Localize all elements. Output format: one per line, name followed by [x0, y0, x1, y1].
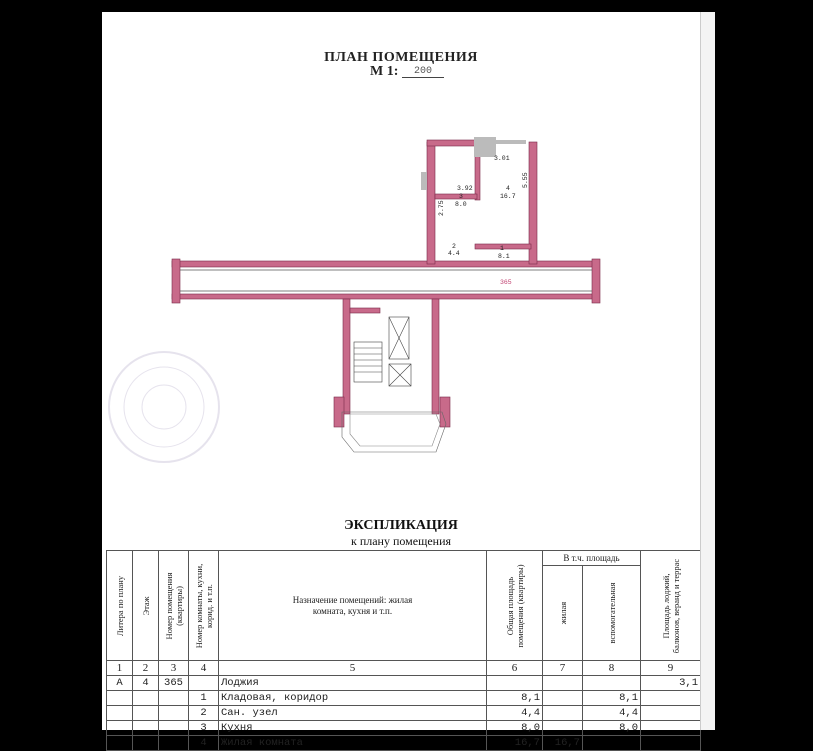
- room4-number: 4: [506, 185, 510, 192]
- header-floor: Этаж: [133, 551, 159, 661]
- page-edge: [700, 12, 715, 730]
- room4-dim-b: 5.55: [522, 172, 529, 188]
- header-total-area: Общая площадь помещения (квартиры): [487, 551, 543, 661]
- stamp-seal: [109, 352, 219, 462]
- document-sheet: [102, 12, 700, 749]
- page-title: ПЛАН ПОМЕЩЕНИЯ: [324, 50, 478, 65]
- header-living: жилая: [543, 566, 583, 661]
- room1-number: 1: [500, 245, 504, 252]
- room1-area: 8.1: [498, 253, 510, 260]
- room3-area: 8.0: [455, 201, 467, 208]
- explication-table: [106, 550, 701, 751]
- corridor-walls: [172, 259, 600, 303]
- room3-dim-b: 2.75: [438, 200, 445, 216]
- room2-area: 4.4: [448, 250, 460, 257]
- floor-plan: [102, 12, 700, 472]
- header-litera: Литера по плану: [107, 551, 133, 661]
- explication-title: ЭКСПЛИКАЦИЯ: [344, 518, 458, 533]
- scale-label: М 1:: [370, 64, 399, 79]
- room3-dim-a: 3.92: [457, 185, 473, 192]
- apartment-number: 365: [500, 279, 512, 286]
- room3-number: 3: [459, 193, 463, 200]
- header-apartment: Номер помещения (квартиры): [159, 551, 189, 661]
- table-row: А 4 365 Лоджия 3,1: [107, 676, 701, 691]
- scale-value: 200: [402, 66, 444, 78]
- room4-dim: 3.01: [494, 155, 510, 162]
- table-row: 1 Кладовая, коридор 8,1 8,1: [107, 691, 701, 706]
- room4-area: 16.7: [500, 193, 516, 200]
- header-loggia: Площадь лоджий, балконов, веранд и террас: [641, 551, 701, 661]
- header-auxiliary: вспомогательная: [583, 566, 641, 661]
- corridor-thin-lines: [180, 270, 592, 291]
- header-purpose: Назначение помещений: жилая комната, кухня и т.п.: [219, 551, 487, 661]
- table-row: 4 Жилая комната 16,7 16,7: [107, 736, 701, 751]
- header-incl-area: В т.ч. площадь: [543, 551, 641, 566]
- stair-lines: [342, 317, 446, 452]
- stair-core-walls: [334, 299, 450, 427]
- table-row: 2 Сан. узел 4,4 4,4: [107, 706, 701, 721]
- header-room-number: Номер комнаты, кухни, корид. и т.п.: [189, 551, 219, 661]
- room2-number: 2: [452, 243, 456, 250]
- column-numbers-row: 1 2 3 4 5 6 7 8 9: [107, 661, 701, 676]
- table-row: 3 Кухня 8,0 8,0: [107, 721, 701, 736]
- explication-subtitle: к плану помещения: [350, 534, 452, 548]
